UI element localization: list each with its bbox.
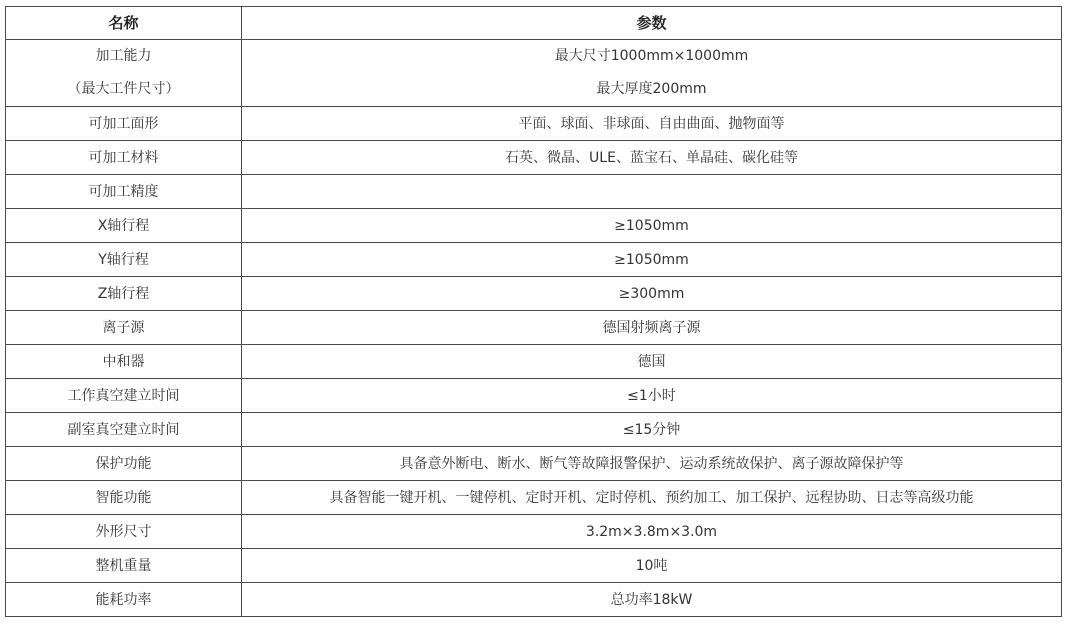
table-row: [6, 583, 1062, 617]
row-value: 德国: [242, 345, 1062, 379]
row-name: [6, 40, 242, 107]
table-row: [6, 277, 1062, 311]
header-name: 名称: [6, 7, 242, 40]
table-row: [6, 209, 1062, 243]
row-value: ≥300mm: [242, 277, 1062, 311]
row-name: 可加工材料: [6, 141, 242, 175]
table-row: [6, 243, 1062, 277]
table-row: [6, 141, 1062, 175]
row-value: 德国射频离子源: [242, 311, 1062, 345]
row-value: 具备智能一键开机、一键停机、定时开机、定时停机、预约加工、加工保护、远程协助、日志等高级功能: [242, 481, 1062, 515]
row-name: 中和器: [6, 345, 242, 379]
row-name-line: 加工能力: [95, 48, 152, 64]
row-name: 外形尺寸: [6, 515, 242, 549]
row-value: 3.2m×3.8m×3.0m: [242, 515, 1062, 549]
row-value: 平面、球面、非球面、自由曲面、抛物面等: [242, 107, 1062, 141]
row-name-line: （最大工件尺寸）: [67, 81, 180, 97]
row-name: 能耗功率: [6, 583, 242, 617]
row-value: ≥1050mm: [242, 243, 1062, 277]
header-parameter: 参数: [242, 7, 1062, 40]
row-value: [242, 175, 1062, 209]
table-row: [6, 481, 1062, 515]
row-value: ≤1小时: [242, 379, 1062, 413]
row-value-line: 最大厚度200mm: [596, 81, 707, 97]
table-row: [6, 515, 1062, 549]
row-name: 离子源: [6, 311, 242, 345]
row-name: Z轴行程: [6, 277, 242, 311]
row-name: 保护功能: [6, 447, 242, 481]
table-row: [6, 379, 1062, 413]
table-row: [6, 175, 1062, 209]
table-row: [6, 345, 1062, 379]
row-value: 具备意外断电、断水、断气等故障报警保护、运动系统故保护、离子源故障保护等: [242, 447, 1062, 481]
table-row: [6, 549, 1062, 583]
table-row: [6, 40, 1062, 107]
row-name: 副室真空建立时间: [6, 413, 242, 447]
header-row: [6, 7, 1062, 40]
row-value: ≤15分钟: [242, 413, 1062, 447]
row-name: 智能功能: [6, 481, 242, 515]
table-row: [6, 413, 1062, 447]
spec-table-container: [5, 6, 1062, 617]
row-value: 石英、微晶、ULE、蓝宝石、单晶硅、碳化硅等: [242, 141, 1062, 175]
table-row: [6, 311, 1062, 345]
row-name: 可加工面形: [6, 107, 242, 141]
row-value: [242, 40, 1062, 107]
row-value-line: 最大尺寸1000mm×1000mm: [554, 48, 749, 64]
row-name: 可加工精度: [6, 175, 242, 209]
row-value: 总功率18kW: [242, 583, 1062, 617]
row-name: X轴行程: [6, 209, 242, 243]
spec-table: [5, 6, 1062, 617]
row-value: 10吨: [242, 549, 1062, 583]
row-name: 整机重量: [6, 549, 242, 583]
row-value: ≥1050mm: [242, 209, 1062, 243]
row-name: 工作真空建立时间: [6, 379, 242, 413]
row-name: Y轴行程: [6, 243, 242, 277]
table-row: [6, 447, 1062, 481]
table-row: [6, 107, 1062, 141]
